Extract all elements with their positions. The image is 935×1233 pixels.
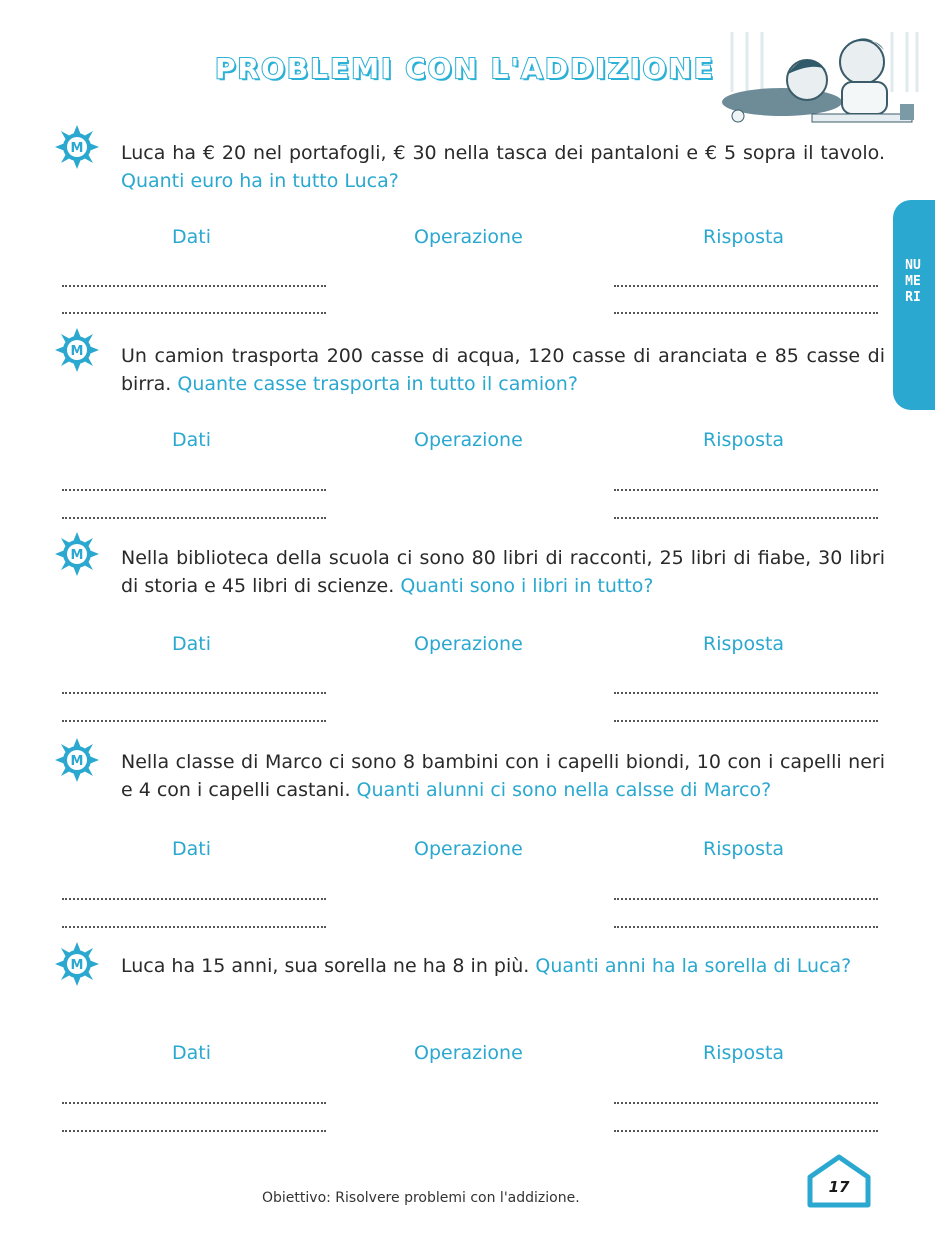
dati-line[interactable] bbox=[62, 1130, 326, 1132]
sun-badge-icon bbox=[53, 736, 101, 784]
problem-question: Quanti euro ha in tutto Luca? bbox=[121, 170, 399, 192]
section-tab-label: NUMERI bbox=[905, 258, 921, 305]
label-dati: Dati bbox=[172, 429, 212, 451]
problem-statement: Nella classe di Marco ci sono 8 bambini con i capelli biondi, 10 con i capelli neri e 4 con i capelli castani. bbox=[121, 751, 885, 801]
label-dati: Dati bbox=[172, 633, 212, 655]
problem-question: Quanti alunni ci sono nella calsse di Marco? bbox=[356, 779, 772, 801]
label-operazione: Operazione bbox=[414, 838, 523, 860]
risposta-line[interactable] bbox=[614, 692, 878, 694]
problem-text bbox=[121, 544, 885, 600]
label-operazione: Operazione bbox=[414, 226, 523, 248]
svg-text:M: M bbox=[70, 548, 84, 563]
risposta-line[interactable] bbox=[614, 489, 878, 491]
risposta-line[interactable] bbox=[614, 898, 878, 900]
children-illustration bbox=[712, 22, 922, 134]
page-number: 17 bbox=[828, 1178, 850, 1196]
problem-text bbox=[121, 748, 885, 804]
dati-line[interactable] bbox=[62, 1102, 326, 1104]
svg-text:M: M bbox=[70, 958, 84, 973]
svg-text:M: M bbox=[70, 344, 84, 359]
problem-question: Quanti anni ha la sorella di Luca? bbox=[535, 955, 852, 977]
dati-line[interactable] bbox=[62, 517, 326, 519]
page-title: PROBLEMI CON L'ADDIZIONE bbox=[215, 52, 715, 85]
label-risposta: Risposta bbox=[703, 226, 785, 248]
dati-line[interactable] bbox=[62, 720, 326, 722]
problem-text bbox=[121, 139, 885, 195]
problem-question: Quanti sono i libri in tutto? bbox=[400, 575, 654, 597]
label-risposta: Risposta bbox=[703, 429, 785, 451]
dati-line[interactable] bbox=[62, 312, 326, 314]
risposta-line[interactable] bbox=[614, 517, 878, 519]
label-dati: Dati bbox=[172, 226, 212, 248]
svg-text:M: M bbox=[70, 141, 84, 156]
dati-line[interactable] bbox=[62, 898, 326, 900]
risposta-line[interactable] bbox=[614, 312, 878, 314]
label-dati: Dati bbox=[172, 1042, 212, 1064]
sun-badge-icon bbox=[53, 123, 101, 171]
sun-badge-icon bbox=[53, 940, 101, 988]
label-operazione: Operazione bbox=[414, 429, 523, 451]
problem-statement: Nella biblioteca della scuola ci sono 80 libri di racconti, 25 libri di fiabe, 30 libri di storia e 45 libri di scienze. bbox=[121, 547, 885, 597]
problem-statement: Un camion trasporta 200 casse di acqua, 120 casse di aranciata e 85 casse di birra. bbox=[121, 345, 885, 395]
dati-line[interactable] bbox=[62, 692, 326, 694]
problem-text bbox=[121, 952, 885, 980]
dati-line[interactable] bbox=[62, 489, 326, 491]
risposta-line[interactable] bbox=[614, 720, 878, 722]
label-risposta: Risposta bbox=[703, 838, 785, 860]
dati-line[interactable] bbox=[62, 926, 326, 928]
risposta-line[interactable] bbox=[614, 926, 878, 928]
sun-badge-icon bbox=[53, 530, 101, 578]
problem-text bbox=[121, 342, 885, 398]
problem-statement: Luca ha 15 anni, sua sorella ne ha 8 in più. bbox=[121, 955, 530, 977]
dati-line[interactable] bbox=[62, 285, 326, 287]
label-operazione: Operazione bbox=[414, 633, 523, 655]
label-dati: Dati bbox=[172, 838, 212, 860]
sun-badge-icon bbox=[53, 326, 101, 374]
risposta-line[interactable] bbox=[614, 1102, 878, 1104]
svg-text:M: M bbox=[70, 754, 84, 769]
problem-question: Quante casse trasporta in tutto il camion? bbox=[177, 373, 578, 395]
problem-statement: Luca ha € 20 nel portafogli, € 30 nella tasca dei pantaloni e € 5 sopra il tavolo. bbox=[121, 142, 885, 164]
label-risposta: Risposta bbox=[703, 633, 785, 655]
risposta-line[interactable] bbox=[614, 1130, 878, 1132]
objective-footer: Obiettivo: Risolvere problemi con l'addizione. bbox=[262, 1190, 580, 1206]
label-risposta: Risposta bbox=[703, 1042, 785, 1064]
risposta-line[interactable] bbox=[614, 285, 878, 287]
label-operazione: Operazione bbox=[414, 1042, 523, 1064]
